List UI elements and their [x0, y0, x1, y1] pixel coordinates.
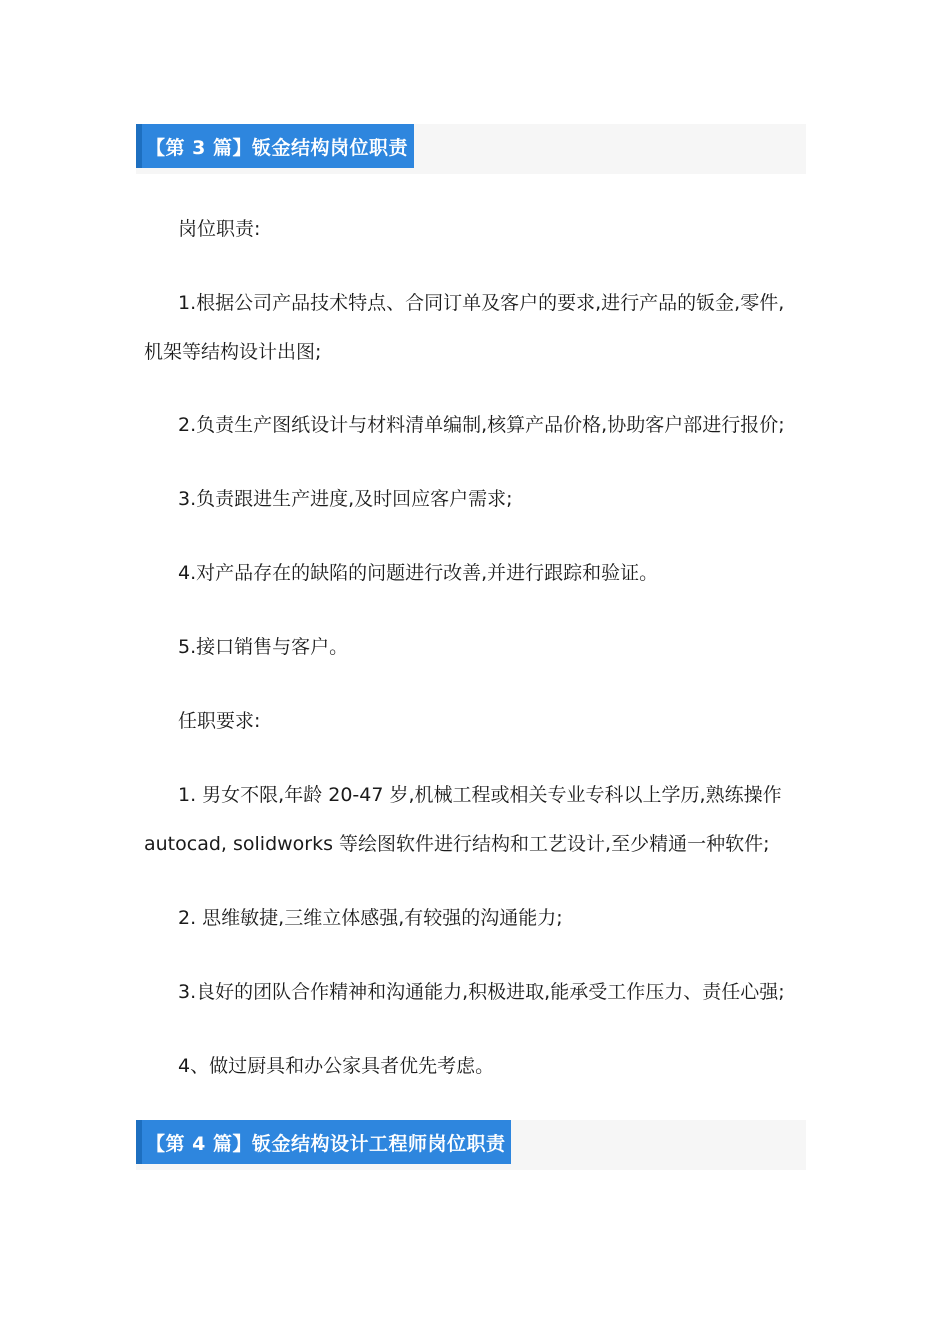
- req-4: 4、做过厨具和办公家具者优先考虑。: [178, 1055, 495, 1077]
- req-2: 2. 思维敏捷,三维立体感强,有较强的沟通能力;: [178, 907, 563, 929]
- duty-5: 5.接口销售与客户。: [178, 636, 349, 658]
- section-heading-4: [136, 1120, 806, 1170]
- section-heading-box: [136, 124, 414, 168]
- requirements-label: 任职要求:: [178, 710, 261, 732]
- duty-4: 4.对产品存在的缺陷的问题进行改善,并进行跟踪和验证。: [178, 562, 659, 584]
- duty-1-line-1: 1.根据公司产品技术特点、合同订单及客户的要求,进行产品的钣金,零件,: [178, 292, 785, 314]
- duties-label: 岗位职责:: [178, 218, 261, 240]
- duty-3: 3.负责跟进生产进度,及时回应客户需求;: [178, 488, 513, 510]
- section-heading-title: 【第 3 篇】钣金结构岗位职责: [146, 136, 408, 159]
- req-3: 3.良好的团队合作精神和沟通能力,积极进取,能承受工作压力、责任心强;: [178, 981, 785, 1003]
- duty-2: 2.负责生产图纸设计与材料清单编制,核算产品价格,协助客户部进行报价;: [178, 414, 785, 436]
- duty-1-line-2: 机架等结构设计出图;: [144, 341, 322, 363]
- req-1-line-1: 1. 男女不限,年龄 20-47 岁,机械工程或相关专业专科以上学历,熟练操作: [178, 784, 782, 806]
- section-heading-3: [136, 124, 806, 174]
- req-1-line-2: autocad, solidworks 等绘图软件进行结构和工艺设计,至少精通一种软件;: [144, 833, 770, 855]
- section-heading-title: 【第 4 篇】钣金结构设计工程师岗位职责: [146, 1132, 506, 1155]
- section-heading-box: [136, 1120, 511, 1164]
